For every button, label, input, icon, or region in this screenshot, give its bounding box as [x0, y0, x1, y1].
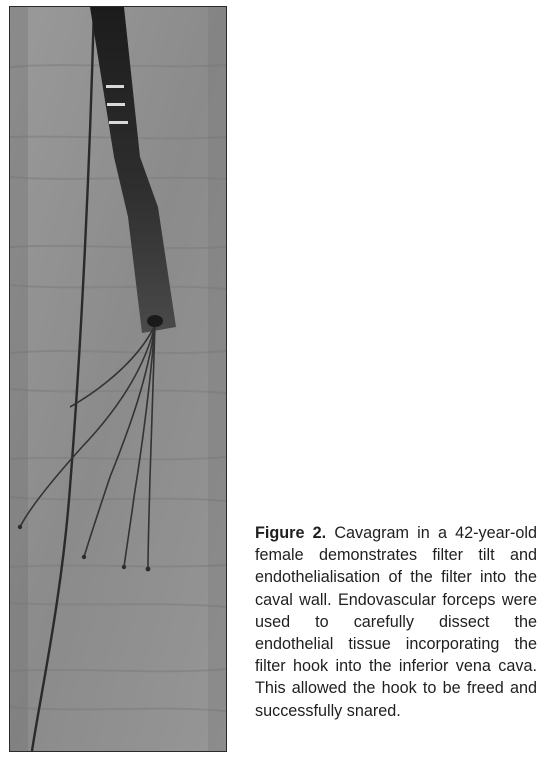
- cavagram-image: [9, 6, 227, 752]
- cavagram-xray: [10, 7, 226, 751]
- figure-caption: [255, 522, 537, 722]
- figure-caption-text: Cavagram in a 42-year-old female demonstrates filter tilt and endothelialisation of the filter into the caval wall. Endovascular forceps were used to carefully dissect the endothelial tissue incorporating the filter hook into the inferior vena cava. This allowed the hook to be freed and successfully snared.: [255, 524, 537, 720]
- filter-hook: [147, 315, 163, 327]
- figure-label: Figure 2.: [255, 524, 327, 542]
